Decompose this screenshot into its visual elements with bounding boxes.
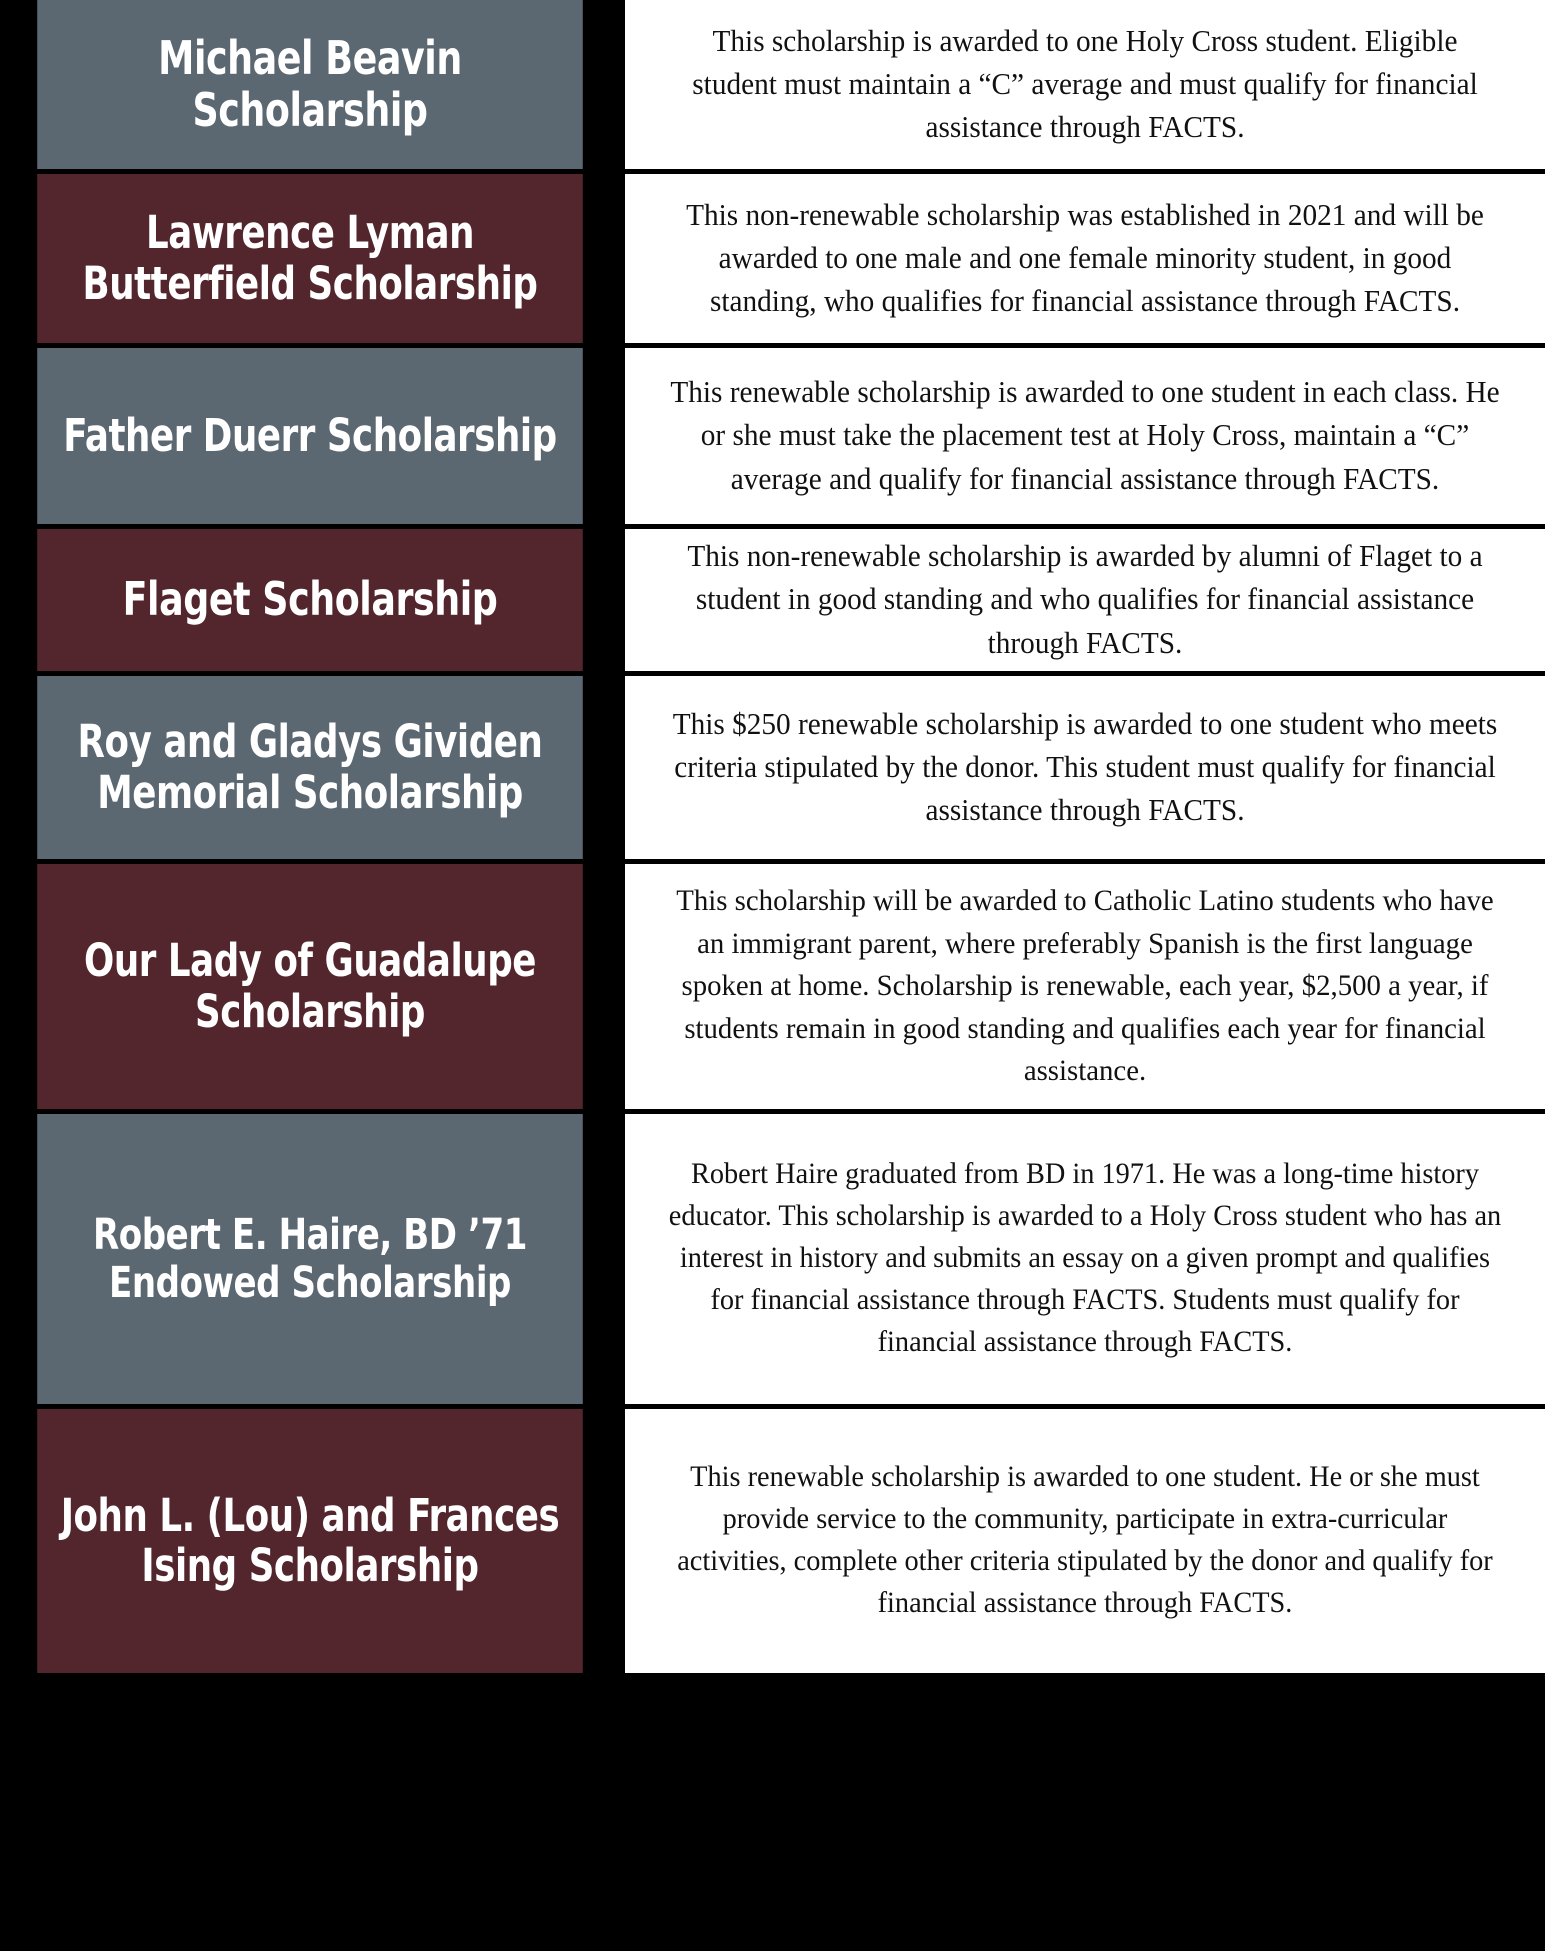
table-row — [0, 1409, 1545, 1673]
scholarship-name-cell: Flaget Scholarship — [37, 529, 583, 671]
scholarship-description-text: This non-renewable scholarship is awarded by alumni of Flaget to a student in good standing and who qualifies for financial assistance through FACTS. — [687, 539, 1483, 660]
scholarship-description-text: This scholarship is awarded to one Holy Cross student. Eligible student must maintain a “C” average and must qualify for financial assistance through FACTS. — [692, 23, 1478, 145]
table-row — [0, 864, 1545, 1114]
table-row — [0, 0, 1545, 174]
scholarship-description-cell — [620, 1114, 1545, 1404]
scholarship-name-cell: Father Duerr Scholarship — [37, 348, 583, 524]
scholarship-description-cell — [620, 529, 1545, 671]
table-row — [0, 529, 1545, 676]
scholarship-name-cell: Roy and Gladys Gividen Memorial Scholarship — [37, 676, 583, 859]
table-row — [0, 676, 1545, 864]
scholarship-description-text: This non-renewable scholarship was established in 2021 and will be awarded to one male and one female minority student, in good standing, who qualifies for financial assistance through FACTS. — [686, 197, 1484, 319]
scholarship-description-cell — [620, 348, 1545, 524]
table-row — [0, 1114, 1545, 1409]
scholarship-description-text: This renewable scholarship is awarded to one student in each class. He or she must take the placement test at Holy Cross, maintain a “C” average and qualify for financial assistance through FACTS. — [670, 375, 1500, 496]
scholarship-name-cell: John L. (Lou) and Frances Ising Scholarship — [37, 1409, 583, 1673]
scholarship-name-cell: Robert E. Haire, BD ’71 Endowed Scholarship — [37, 1114, 583, 1404]
scholarship-description-cell — [620, 1409, 1545, 1673]
scholarship-description-text: This $250 renewable scholarship is awarded to one student who meets criteria stipulated by the donor. This student must qualify for financial assistance through FACTS. — [672, 706, 1498, 828]
table-row — [0, 348, 1545, 529]
scholarship-description-cell — [620, 676, 1545, 859]
scholarship-description-cell — [620, 864, 1545, 1109]
scholarship-description-text: This renewable scholarship is awarded to one student. He or she must provide service to the community, participate in extra-curricular activities, complete other criteria stipulated by the donor and qualify for financial assistance through FACTS. — [677, 1461, 1493, 1619]
scholarship-description-cell — [620, 0, 1545, 169]
scholarship-description-text: This scholarship will be awarded to Catholic Latino students who have an immigrant parent, where preferably Spanish is the first language spoken at home. Scholarship is renewable, each year, $2,500 a year, if students remain in good standing and qualifies each year for financial assistance. — [676, 884, 1494, 1088]
scholarship-name-cell: Michael Beavin Scholarship — [37, 0, 583, 169]
scholarship-name-cell: Lawrence Lyman Butterfield Scholarship — [37, 174, 583, 343]
scholarship-description-text: Robert Haire graduated from BD in 1971. He was a long-time history educator. This scholarship is awarded to a Holy Cross student who has an interest in history and submits an essay on a given prompt and qualifies for financial assistance through FACTS. Students must qualify for financial assistance through FACTS. — [668, 1158, 1502, 1358]
scholarship-description-cell — [620, 174, 1545, 343]
scholarship-name-cell: Our Lady of Guadalupe Scholarship — [37, 864, 583, 1109]
table-row — [0, 174, 1545, 348]
